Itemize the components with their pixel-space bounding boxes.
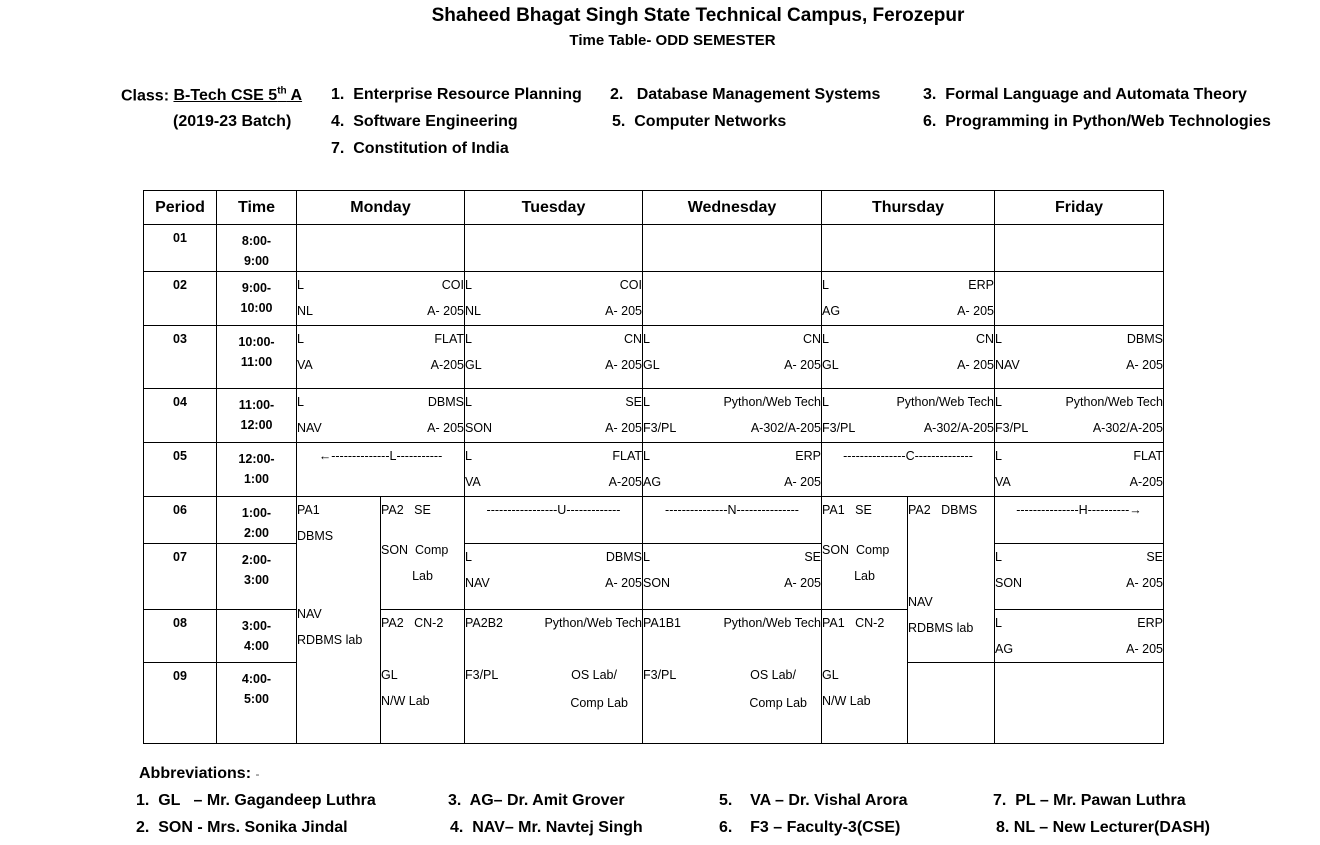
lunch-dash-c: ---------------C-------------- xyxy=(822,443,995,497)
subject-num: 3. xyxy=(923,86,937,103)
time-end: 2:00 xyxy=(243,526,270,540)
lunch-dash-h: ---------------H----------→ xyxy=(995,497,1164,544)
slot-room: A-302/A-205 xyxy=(923,421,994,435)
slot-subject: ERP xyxy=(795,449,821,463)
lab-room: Lab xyxy=(854,569,875,583)
time-start: 3:00- xyxy=(241,619,272,633)
slot-cell xyxy=(995,389,1164,443)
lab-batch: PA2B2 xyxy=(465,616,503,630)
slot-room: A- 205 xyxy=(427,304,464,318)
slot-teacher: NAV xyxy=(465,576,490,590)
slot-type: L xyxy=(465,550,472,564)
slot-subject: SE xyxy=(625,395,642,409)
abbreviation-text: NAV– Mr. Navtej Singh xyxy=(472,819,643,836)
slot-subject: Python/Web Tech xyxy=(1065,395,1163,409)
lab-teacher: F3/PL xyxy=(465,668,499,682)
subject-num: 5. xyxy=(612,113,626,130)
subject-item xyxy=(331,113,518,131)
slot-subject: SE xyxy=(1146,550,1163,564)
period-time xyxy=(217,544,297,610)
lunch-dash-l: ←--------------L----------- xyxy=(297,443,465,497)
slot-room: A- 205 xyxy=(957,358,994,372)
abbreviation-text: F3 – Faculty-3(CSE) xyxy=(750,819,901,836)
slot-room: A- 205 xyxy=(605,421,642,435)
lab-pa1-cn2 xyxy=(822,610,908,744)
slot-type: L xyxy=(297,332,304,346)
slot-teacher: AG xyxy=(995,642,1014,656)
lab-pa2-cn2 xyxy=(381,610,465,744)
abbreviation-text: GL – Mr. Gagandeep Luthra xyxy=(158,792,376,809)
slot-teacher: F3/PL xyxy=(822,421,856,435)
time-end: 11:00 xyxy=(240,355,273,369)
page-title: Shaheed Bhagat Singh State Technical Campus, Ferozepur xyxy=(431,5,965,26)
slot-type: L xyxy=(995,550,1002,564)
lab-batch: PA2 CN-2 xyxy=(381,616,444,630)
slot-teacher: SON xyxy=(465,421,493,435)
lab-batch: PA1 CN-2 xyxy=(822,616,885,630)
subject-name: Programming in Python/Web Technologies xyxy=(945,113,1271,130)
slot-type: L xyxy=(995,395,1002,409)
slot-subject: ERP xyxy=(1137,616,1163,630)
slot-subject: FLAT xyxy=(1133,449,1163,463)
abbreviation-item xyxy=(136,819,348,837)
slot-room: A- 205 xyxy=(605,358,642,372)
slot-teacher: VA xyxy=(995,475,1011,489)
slot-room: A- 205 xyxy=(1126,642,1163,656)
subject-num: 7. xyxy=(331,140,345,157)
lab-batch: PA1B1 xyxy=(643,616,681,630)
slot-room: A-205 xyxy=(430,358,464,372)
slot-room: A- 205 xyxy=(784,576,821,590)
period-time xyxy=(217,225,297,272)
abbreviations-title-text: Abbreviations: xyxy=(139,765,256,782)
abbreviation-text: VA – Dr. Vishal Arora xyxy=(750,792,908,809)
slot-subject: FLAT xyxy=(434,332,464,346)
abbreviation-item xyxy=(996,819,1210,837)
subject-name: Constitution of India xyxy=(353,140,509,157)
abbreviation-text: PL – Mr. Pawan Luthra xyxy=(1015,792,1186,809)
lab-pa1-dbms xyxy=(297,497,381,744)
table-row xyxy=(144,225,1164,272)
slot-type: L xyxy=(643,332,650,346)
slot-room: A- 205 xyxy=(1126,358,1163,372)
slot-teacher: GL xyxy=(643,358,660,372)
slot-teacher: NAV xyxy=(995,358,1020,372)
subject-name: Software Engineering xyxy=(353,113,518,130)
period-time xyxy=(217,610,297,663)
period-time xyxy=(217,443,297,497)
timetable xyxy=(143,190,1164,744)
slot-teacher: AG xyxy=(643,475,662,489)
slot-type: L xyxy=(995,449,1002,463)
slot-cell xyxy=(822,272,995,326)
lunch-dash-n: ---------------N--------------- xyxy=(643,497,822,544)
lab-teacher: GL xyxy=(822,668,839,682)
slot-room: A- 205 xyxy=(784,475,821,489)
lab-batch: PA1 xyxy=(297,503,320,517)
slot-empty xyxy=(465,225,643,272)
lab-batch: PA1 SE xyxy=(822,503,872,517)
slot-room: A- 205 xyxy=(427,421,464,435)
slot-type: L xyxy=(822,332,829,346)
time-start: 10:00- xyxy=(238,335,275,349)
slot-type: L xyxy=(995,616,1002,630)
period-time xyxy=(217,389,297,443)
slot-cell xyxy=(297,326,465,389)
lab-pa2-se xyxy=(381,497,465,610)
slot-subject: DBMS xyxy=(1126,332,1163,346)
period-number: 06 xyxy=(144,497,217,544)
slot-subject: DBMS xyxy=(427,395,464,409)
slot-empty xyxy=(822,225,995,272)
slot-cell xyxy=(995,610,1164,663)
subject-name: Database Management Systems xyxy=(636,86,881,103)
slot-teacher: GL xyxy=(822,358,839,372)
slot-room: A-302/A-205 xyxy=(1092,421,1163,435)
abbreviation-item xyxy=(993,792,1186,810)
slot-cell xyxy=(643,443,822,497)
lab-subject: DBMS xyxy=(297,529,334,543)
slot-cell xyxy=(822,389,995,443)
slot-type: L xyxy=(465,278,472,292)
slot-teacher: VA xyxy=(465,475,481,489)
subject-item xyxy=(610,86,880,104)
slot-subject: COI xyxy=(441,278,464,292)
period-number: 05 xyxy=(144,443,217,497)
abbreviations-title-suffix: - xyxy=(255,767,260,781)
lab-room-alt: Comp Lab xyxy=(749,696,807,710)
table-row xyxy=(144,326,1164,389)
time-start: 4:00- xyxy=(241,672,272,686)
slot-type: L xyxy=(822,395,829,409)
slot-type: L xyxy=(465,332,472,346)
slot-cell xyxy=(995,326,1164,389)
subject-name: Computer Networks xyxy=(634,113,787,130)
slot-type: L xyxy=(643,550,650,564)
period-time xyxy=(217,497,297,544)
class-section: A xyxy=(286,87,303,105)
subject-num: 6. xyxy=(923,113,937,130)
slot-type: L xyxy=(297,278,304,292)
header-wednesday: Wednesday xyxy=(643,191,822,225)
lab-room: N/W Lab xyxy=(381,694,430,708)
slot-room: A-302/A-205 xyxy=(750,421,821,435)
slot-type: L xyxy=(643,449,650,463)
abbreviation-num: 5. xyxy=(719,792,733,809)
abbreviation-num: 2. xyxy=(136,819,150,836)
lunch-dash-u: -----------------U------------- xyxy=(465,497,643,544)
period-time xyxy=(217,272,297,326)
lab-room: OS Lab/ xyxy=(750,668,796,682)
subject-num: 4. xyxy=(331,113,345,130)
slot-cell xyxy=(297,389,465,443)
abbreviation-item xyxy=(719,819,900,837)
slot-subject: ERP xyxy=(968,278,994,292)
lab-room: RDBMS lab xyxy=(297,633,363,647)
slot-room: A- 205 xyxy=(784,358,821,372)
time-end: 3:00 xyxy=(243,573,270,587)
slot-cell xyxy=(465,544,643,610)
header-period: Period xyxy=(144,191,217,225)
slot-subject: CN xyxy=(975,332,994,346)
header-friday: Friday xyxy=(995,191,1164,225)
slot-empty xyxy=(995,663,1164,744)
lab-room: OS Lab/ xyxy=(571,668,617,682)
abbreviation-num: 6. xyxy=(719,819,733,836)
lab-teacher: SON Comp xyxy=(381,543,449,557)
slot-room: A- 205 xyxy=(957,304,994,318)
lab-teacher: NAV xyxy=(908,595,933,609)
time-end: 1:00 xyxy=(243,472,270,486)
slot-subject: Python/Web Tech xyxy=(896,395,994,409)
period-number: 01 xyxy=(144,225,217,272)
time-start: 1:00- xyxy=(241,506,272,520)
period-number: 09 xyxy=(144,663,217,744)
slot-cell xyxy=(297,272,465,326)
slot-teacher: NL xyxy=(465,304,481,318)
slot-room: A-205 xyxy=(608,475,642,489)
slot-teacher: NL xyxy=(297,304,313,318)
header-time: Time xyxy=(217,191,297,225)
slot-empty xyxy=(908,663,995,744)
class-name-text: B-Tech CSE 5 xyxy=(173,87,278,105)
header-monday: Monday xyxy=(297,191,465,225)
abbreviation-item xyxy=(448,792,625,810)
lab-room-alt: Comp Lab xyxy=(570,696,628,710)
time-end: 9:00 xyxy=(243,254,270,268)
lab-room: Lab xyxy=(412,569,433,583)
time-start: 11:00- xyxy=(238,398,275,412)
lab-teacher: F3/PL xyxy=(643,668,677,682)
slot-cell xyxy=(643,544,822,610)
table-row xyxy=(144,497,1164,544)
period-number: 04 xyxy=(144,389,217,443)
slot-subject: SE xyxy=(804,550,821,564)
abbreviation-item xyxy=(719,792,908,810)
slot-subject: FLAT xyxy=(612,449,642,463)
period-number: 07 xyxy=(144,544,217,610)
lab-room: N/W Lab xyxy=(822,694,871,708)
slot-type: L xyxy=(465,449,472,463)
lab-pa1-se xyxy=(822,497,908,610)
slot-type: L xyxy=(822,278,829,292)
abbreviation-text: NL – New Lecturer(DASH) xyxy=(1013,819,1210,836)
subject-item xyxy=(923,86,1247,104)
lab-pa1b1-python xyxy=(643,610,822,744)
abbreviation-num: 8. xyxy=(996,819,1010,836)
lab-room: RDBMS lab xyxy=(908,621,974,635)
slot-cell xyxy=(465,326,643,389)
abbreviation-num: 4. xyxy=(450,819,464,836)
slot-teacher: NAV xyxy=(297,421,322,435)
lab-teacher: SON Comp xyxy=(822,543,890,557)
slot-cell xyxy=(465,389,643,443)
slot-teacher: SON xyxy=(643,576,671,590)
slot-room: A-205 xyxy=(1129,475,1163,489)
abbreviation-item xyxy=(450,819,643,837)
slot-room: A- 205 xyxy=(605,576,642,590)
slot-empty xyxy=(643,225,822,272)
period-number: 08 xyxy=(144,610,217,663)
slot-teacher: SON xyxy=(995,576,1023,590)
subject-item xyxy=(331,140,509,158)
time-end: 12:00 xyxy=(240,418,273,432)
abbreviation-text: AG– Dr. Amit Grover xyxy=(469,792,625,809)
period-time xyxy=(217,663,297,744)
subject-item xyxy=(331,86,582,104)
slot-empty xyxy=(995,272,1164,326)
slot-cell xyxy=(643,326,822,389)
slot-subject: COI xyxy=(619,278,642,292)
period-number: 03 xyxy=(144,326,217,389)
slot-cell xyxy=(822,326,995,389)
time-end: 4:00 xyxy=(243,639,270,653)
class-label xyxy=(121,86,302,105)
lab-batch: PA2 DBMS xyxy=(908,503,978,517)
slot-type: L xyxy=(643,395,650,409)
slot-subject: CN xyxy=(623,332,642,346)
slot-type: L xyxy=(465,395,472,409)
slot-teacher: AG xyxy=(822,304,841,318)
lab-teacher: GL xyxy=(381,668,398,682)
abbreviation-item xyxy=(136,792,376,810)
slot-type: L xyxy=(995,332,1002,346)
slot-cell xyxy=(465,443,643,497)
table-row xyxy=(144,443,1164,497)
slot-teacher: GL xyxy=(465,358,482,372)
lab-subject: Python/Web Tech xyxy=(544,616,642,630)
subject-num: 1. xyxy=(331,86,345,103)
table-row xyxy=(144,272,1164,326)
table-row xyxy=(144,389,1164,443)
abbreviation-text: SON - Mrs. Sonika Jindal xyxy=(158,819,348,836)
slot-cell xyxy=(643,389,822,443)
lab-pa2-dbms xyxy=(908,497,995,663)
slot-empty xyxy=(297,225,465,272)
subject-item xyxy=(923,113,1271,131)
subject-name: Enterprise Resource Planning xyxy=(353,86,582,103)
abbreviation-num: 7. xyxy=(993,792,1007,809)
header-tuesday: Tuesday xyxy=(465,191,643,225)
time-start: 2:00- xyxy=(241,553,272,567)
slot-cell xyxy=(995,443,1164,497)
subject-item xyxy=(612,113,786,131)
slot-subject: DBMS xyxy=(605,550,642,564)
class-label-text: Class: xyxy=(121,87,174,105)
slot-type: L xyxy=(297,395,304,409)
time-start: 8:00- xyxy=(241,234,272,248)
time-start: 9:00- xyxy=(241,281,272,295)
abbreviation-num: 3. xyxy=(448,792,462,809)
batch-label: (2019-23 Batch) xyxy=(173,113,292,130)
slot-cell xyxy=(465,272,643,326)
header-thursday: Thursday xyxy=(822,191,995,225)
slot-empty xyxy=(643,272,822,326)
class-name xyxy=(173,87,302,104)
period-time xyxy=(217,326,297,389)
slot-room: A- 205 xyxy=(1126,576,1163,590)
slot-teacher: F3/PL xyxy=(995,421,1029,435)
time-start: 12:00- xyxy=(238,452,275,466)
lab-subject: Python/Web Tech xyxy=(723,616,821,630)
subject-name: Formal Language and Automata Theory xyxy=(945,86,1247,103)
page-subtitle: Time Table- ODD SEMESTER xyxy=(569,32,776,49)
time-end: 10:00 xyxy=(240,301,273,315)
subject-num: 2. xyxy=(610,86,624,103)
abbreviation-num: 1. xyxy=(136,792,150,809)
slot-cell xyxy=(995,544,1164,610)
lab-pa2b2-python xyxy=(465,610,643,744)
slot-subject: CN xyxy=(802,332,821,346)
time-end: 5:00 xyxy=(243,692,270,706)
abbreviations-title xyxy=(139,765,259,783)
slot-teacher: VA xyxy=(297,358,313,372)
class-name-sup: th xyxy=(277,86,287,97)
slot-room: A- 205 xyxy=(605,304,642,318)
lab-batch: PA2 SE xyxy=(381,503,431,517)
period-number: 02 xyxy=(144,272,217,326)
slot-teacher: F3/PL xyxy=(643,421,677,435)
slot-subject: Python/Web Tech xyxy=(723,395,821,409)
slot-empty xyxy=(995,225,1164,272)
lab-teacher: NAV xyxy=(297,607,322,621)
header-row xyxy=(144,191,1164,225)
